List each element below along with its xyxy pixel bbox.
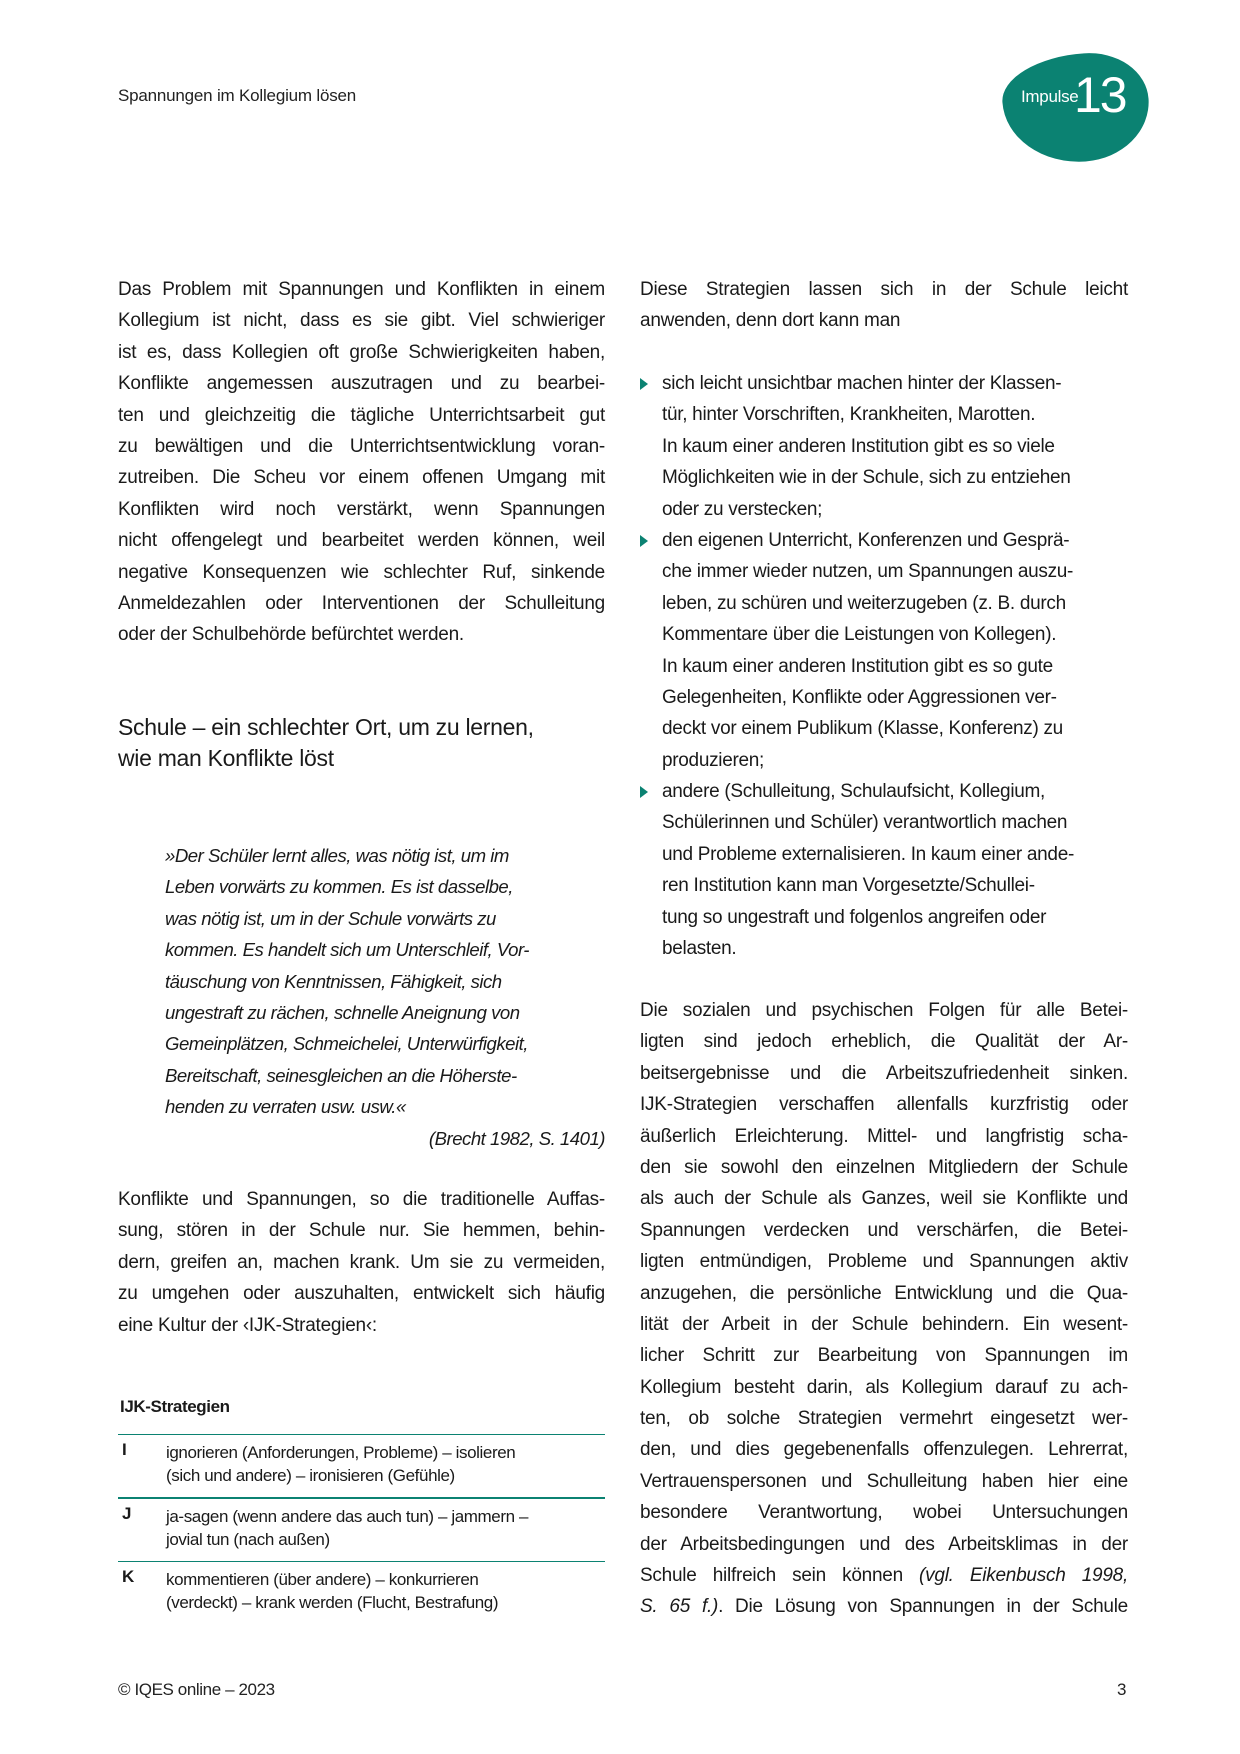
text-line: negative Konsequenzen wie schlechter Ruf, sinkende: [118, 561, 605, 583]
text-line: licher Schritt zur Bearbeitung von Spannungen im: [640, 1345, 1128, 1367]
bullet-item: [640, 776, 1128, 964]
text-line: Vertrauenspersonen und Schulleitung haben hier eine: [640, 1470, 1128, 1492]
bullet-line: sich leicht unsichtbar machen hinter der Klassen-: [662, 373, 1062, 394]
quote-line: kommen. Es handelt sich um Unterschleif, Vor-: [165, 939, 529, 961]
text-line: [640, 1560, 1128, 1591]
bullet-line: tür, hinter Vorschriften, Krankheiten, Marotten.: [662, 404, 1036, 426]
text-line: eine Kultur der ‹IJK-Strategien‹:: [118, 1314, 377, 1336]
ijk-table-title: IJK-Strategien: [120, 1397, 230, 1416]
text-line: Kollegium besteht darin, als Kollegium darauf zu ach-: [640, 1376, 1128, 1398]
bullet-line: Möglichkeiten wie in der Schule, sich zu entziehen: [662, 467, 1071, 489]
bullet-line: leben, zu schüren und weiterzugeben (z. B. durch: [662, 592, 1066, 614]
ijk-description: [166, 1568, 498, 1614]
text-line: Die sozialen und psychischen Folgen für alle Betei-: [640, 1000, 1128, 1021]
text-line: Spannungen verdecken und verschärfen, die Betei-: [640, 1219, 1128, 1241]
text-line: ligten entmündigen, Probleme und Spannungen aktiv: [640, 1251, 1128, 1273]
bullet-line: ren Institution kann man Vorgesetzte/Schullei-: [662, 875, 1035, 897]
strategy-bullet-list: [640, 368, 1128, 964]
bullet-line: In kaum einer anderen Institution gibt es so gute: [662, 655, 1053, 677]
ijk-letter: K: [122, 1567, 135, 1586]
ijk-desc-line: (sich und andere) – ironisieren (Gefühle): [166, 1466, 455, 1485]
badge-label: Impulse: [1021, 87, 1079, 106]
ijk-desc-line: jovial tun (nach außen): [166, 1530, 330, 1549]
text-line: ligten sind jedoch erheblich, die Qualität der Ar-: [640, 1031, 1128, 1053]
page-number: 3: [1117, 1680, 1127, 1699]
consequences-paragraph: [640, 995, 1128, 1623]
text-line: anwenden, denn dort kann man: [640, 310, 901, 332]
text-line: anzugehen, die persönliche Entwicklung und die Qua-: [640, 1282, 1128, 1304]
text-line: [640, 1591, 1128, 1622]
text-line: Konflikte und Spannungen, so die traditionelle Auffas-: [118, 1189, 605, 1210]
text-line: Diese Strategien lassen sich in der Schule leicht: [640, 279, 1128, 300]
text-line: Das Problem mit Spannungen und Konflikten in einem: [118, 279, 605, 300]
text-line: den sie sowohl den einzelnen Mitgliedern der Schule: [640, 1156, 1128, 1178]
quote-line: Leben vorwärts zu kommen. Es ist dasselbe,: [165, 876, 513, 898]
triangle-bullet-icon: [640, 378, 648, 390]
text-line: Anmeldezahlen oder Interventionen der Schulleitung: [118, 592, 605, 614]
ijk-description: [166, 1441, 515, 1487]
text-line: oder der Schulbehörde befürchtet werden.: [118, 624, 464, 646]
text-line: den, und dies gegebenenfalls offenzulegen. Lehrerrat,: [640, 1439, 1128, 1461]
heading-line: Schule – ein schlechter Ort, um zu lernen,: [118, 714, 534, 740]
bullet-item: [640, 368, 1128, 525]
quote-line: henden zu verraten usw. usw.«: [165, 1096, 406, 1118]
text-line: ten und gleichzeitig die tägliche Unterrichtsarbeit gut: [118, 404, 605, 426]
citation-page: S. 65 f.): [640, 1596, 719, 1618]
text-line: äußerlich Erleichterung. Mittel- und langfristig scha-: [640, 1125, 1128, 1147]
bullet-line: belasten.: [662, 938, 737, 960]
triangle-bullet-icon: [640, 535, 648, 547]
text-line: zu umgehen oder auszuhalten, entwickelt sich häufig: [118, 1283, 605, 1305]
ijk-desc-line: ja-sagen (wenn andere das auch tun) – jammern –: [166, 1507, 529, 1526]
text-line: ten, ob solche Strategien vermehrt eingesetzt wer-: [640, 1408, 1128, 1430]
text-line: dern, greifen an, machen krank. Um sie zu vermeiden,: [118, 1251, 605, 1273]
text-line: als auch der Schule als Ganzes, weil sie Konflikte und: [640, 1188, 1128, 1210]
bullet-line: tung so ungestraft und folgenlos angreifen oder: [662, 906, 1047, 928]
bullet-line: Kommentare über die Leistungen von Kollegen).: [662, 624, 1057, 646]
text-line: der Arbeitsbedingungen und des Arbeitsklimas in der: [640, 1533, 1128, 1555]
ijk-row-k: [118, 1561, 605, 1624]
triangle-bullet-icon: [640, 786, 648, 798]
ijk-description: [166, 1505, 528, 1551]
bullet-line: und Probleme externalisieren. In kaum einer ande-: [662, 843, 1074, 865]
quote-line: täuschung von Kenntnissen, Fähigkeit, sich: [165, 970, 502, 992]
text-line: Kollegium ist nicht, dass es sie gibt. Viel schwieriger: [118, 310, 605, 332]
strategies-intro: [640, 274, 1128, 337]
intro-paragraph: [118, 274, 605, 651]
bullet-line: deckt vor einem Publikum (Klasse, Konferenz) zu: [662, 718, 1063, 740]
ijk-desc-line: kommentieren (über andere) – konkurrieren: [166, 1570, 479, 1589]
bullet-line: Schülerinnen und Schüler) verantwortlich machen: [662, 812, 1068, 834]
copyright-footer: © IQES online – 2023: [118, 1680, 275, 1699]
text-line: besondere Verantwortung, wobei Untersuchungen: [640, 1502, 1128, 1524]
text-line: Konflikte angemessen auszutragen und zu bearbei-: [118, 373, 605, 395]
ijk-desc-line: ignorieren (Anforderungen, Probleme) – isolieren: [166, 1443, 516, 1462]
citation-eikenbusch: (vgl. Eikenbusch 1998,: [919, 1565, 1128, 1587]
bullet-line: produzieren;: [662, 749, 765, 771]
ijk-row-i: [118, 1434, 605, 1497]
bullet-line: Gelegenheiten, Konflikte oder Aggressionen ver-: [662, 686, 1057, 708]
quote-line: Gemeinplätzen, Schmeichelei, Unterwürfigkeit,: [165, 1033, 528, 1055]
heading-line: wie man Konflikte löst: [118, 745, 334, 771]
bullet-line: In kaum einer anderen Institution gibt es so viele: [662, 435, 1055, 457]
section-heading: [118, 712, 534, 774]
quote-line: »Der Schüler lernt alles, was nötig ist, um im: [165, 845, 509, 866]
text-line: Konflikten wird noch verstärkt, wenn Spannungen: [118, 498, 605, 520]
quote-line: was nötig ist, um in der Schule vorwärts zu: [165, 907, 496, 929]
quote-line: ungestraft zu rächen, schnelle Aneignung von: [165, 1001, 520, 1023]
text-line: ist es, dass Kollegien oft große Schwierigkeiten haben,: [118, 341, 605, 363]
ijk-desc-line: (verdeckt) – krank werden (Flucht, Bestrafung): [166, 1593, 499, 1612]
text-line: zutreiben. Die Scheu vor einem offenen Umgang mit: [118, 467, 605, 489]
quote-citation: (Brecht 1982, S. 1401): [428, 1127, 605, 1149]
text-line: lität der Arbeit in der Schule behindern. Ein wesent-: [640, 1313, 1128, 1335]
bullet-line: oder zu verstecken;: [662, 498, 823, 520]
bullet-line: andere (Schulleitung, Schulaufsicht, Kollegium,: [662, 781, 1046, 803]
traditional-view-paragraph: [118, 1184, 605, 1341]
bullet-item: [640, 525, 1128, 776]
ijk-letter: J: [122, 1504, 132, 1523]
quote-line: Bereitschaft, seinesgleichen an die Höherste-: [165, 1064, 517, 1086]
brecht-quote: [165, 840, 605, 1154]
text-line: beitsergebnisse und die Arbeitszufriedenheit sinken.: [640, 1062, 1128, 1084]
text-plain: . Die Lösung von Spannungen in der Schule: [718, 1596, 1129, 1618]
ijk-letter: I: [122, 1440, 127, 1459]
badge-number: 13: [1074, 67, 1126, 123]
text-plain: Schule hilfreich sein können: [640, 1565, 920, 1587]
running-title: Spannungen im Kollegium lösen: [118, 86, 357, 105]
bullet-line: che immer wieder nutzen, um Spannungen auszu-: [662, 561, 1074, 583]
bullet-line: den eigenen Unterricht, Konferenzen und Gesprä-: [662, 529, 1070, 551]
text-line: nicht offengelegt und bearbeitet werden können, weil: [118, 530, 605, 552]
ijk-row-j: [118, 1497, 605, 1561]
text-line: zu bewältigen und die Unterrichtsentwicklung voran-: [118, 435, 605, 457]
text-line: sung, stören in der Schule nur. Sie hemmen, behin-: [118, 1220, 605, 1242]
text-line: IJK-Strategien verschaffen allenfalls kurzfristig oder: [640, 1094, 1128, 1116]
ijk-table: [118, 1434, 605, 1624]
